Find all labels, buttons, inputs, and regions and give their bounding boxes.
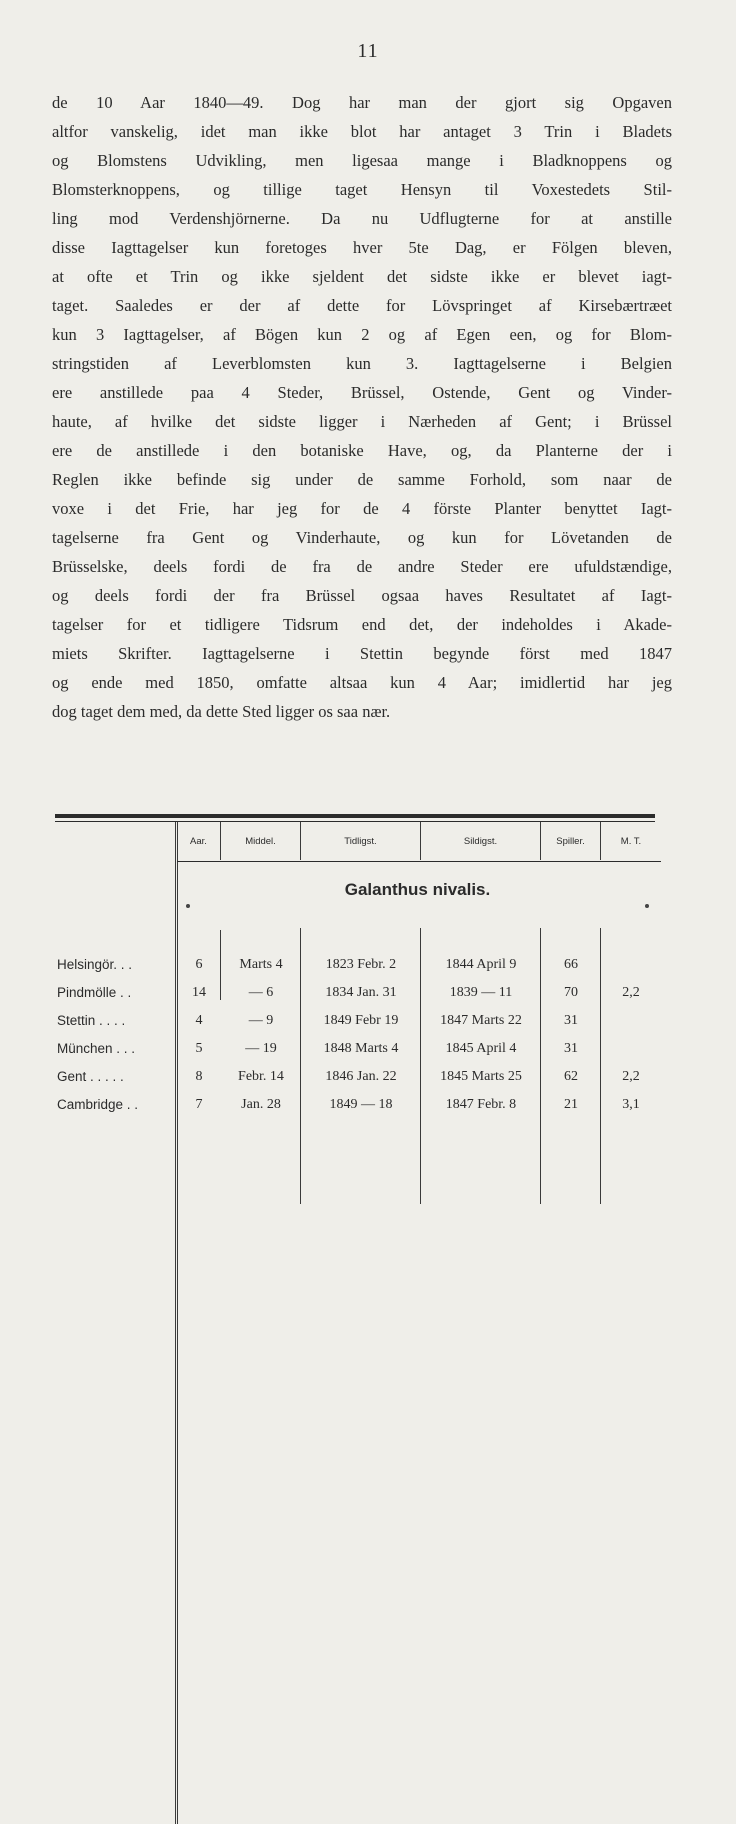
text-line: de 10 Aar 1840—49. Dog har man der gjort sig Opgaven — [52, 93, 672, 112]
cell-city: München . . . — [57, 1041, 136, 1056]
cell-middel: — 9 — [248, 1013, 274, 1028]
text-line: tagelserne fra Gent og Vinderhaute, og kun for Lövetanden de — [52, 528, 672, 547]
table-row — [0, 1035, 736, 1063]
cell-sildigst: 1844 April 9 — [445, 957, 517, 972]
cell-middel: Jan. 28 — [241, 1097, 281, 1112]
cell-aar: 14 — [192, 985, 206, 1000]
cell-tidligst: 1834 Jan. 31 — [325, 985, 397, 1000]
cell-spiller: 70 — [564, 985, 578, 1000]
cell-tidligst: 1849 Febr 19 — [323, 1013, 399, 1028]
cell-mt: 2,2 — [622, 1069, 640, 1084]
header-mt: M. T. — [620, 836, 642, 847]
table-top-rule — [55, 814, 655, 818]
cell-sildigst: 1845 April 4 — [445, 1041, 517, 1056]
cell-mt — [602, 951, 660, 979]
text-line: og ende med 1850, omfatte altsaa kun 4 Aar; imidlertid har jeg — [52, 673, 672, 692]
cell-mt — [602, 1007, 660, 1035]
text-line: dog taget dem med, da dette Sted ligger os saa nær. — [52, 702, 391, 721]
cell-aar: 5 — [195, 1041, 203, 1056]
cell-tidligst: 1846 Jan. 22 — [325, 1069, 397, 1084]
species-heading: Galanthus nivalis. — [344, 880, 491, 899]
text-line: og Blomstens Udvikling, men ligesaa mange i Bladknoppens og — [52, 151, 672, 170]
cell-spiller: 21 — [564, 1097, 578, 1112]
table-row — [0, 1063, 736, 1091]
header-tidligst: Tidligst. — [344, 836, 377, 847]
text-line: Brüsselske, deels fordi de fra de andre Steder ere ufuldstændige, — [52, 557, 672, 576]
text-line: altfor vanskelig, idet man ikke blot har antaget 3 Trin i Bladets — [52, 122, 672, 141]
text-line: disse Iagttagelser kun foretoges hver 5te Dag, er Fölgen bleven, — [52, 238, 672, 257]
cell-tidligst: 1849 — 18 — [329, 1097, 393, 1112]
cell-spiller: 31 — [564, 1013, 578, 1028]
cell-sildigst: 1847 Marts 22 — [440, 1013, 522, 1028]
ink-speck — [645, 904, 649, 908]
page-number: 11 — [357, 40, 379, 62]
table-row — [0, 979, 736, 1007]
cell-city: Pindmölle . . — [57, 985, 132, 1000]
cell-city: Stettin . . . . — [57, 1013, 126, 1028]
ink-speck — [186, 904, 190, 908]
cell-spiller: 62 — [564, 1069, 578, 1084]
header-middel: Middel. — [245, 836, 276, 847]
text-line: haute, af hvilke det sidste ligger i Nærheden af Gent; i Brüssel — [52, 412, 672, 431]
cell-city: Gent . . . . . — [57, 1069, 124, 1084]
header-spiller: Spiller. — [556, 836, 585, 847]
cell-aar: 6 — [195, 957, 203, 972]
cell-sildigst: 1839 — 11 — [449, 985, 513, 1000]
text-line: miets Skrifter. Iagttagelserne i Stettin begynde först med 1847 — [52, 644, 672, 663]
cell-tidligst: 1823 Febr. 2 — [325, 957, 397, 972]
cell-city: Helsingör. . . — [57, 957, 133, 972]
cell-sildigst: 1847 Febr. 8 — [445, 1097, 517, 1112]
cell-mt: 2,2 — [622, 985, 640, 1000]
text-line: ling mod Verdenshjörnerne. Da nu Udflugterne for at anstille — [52, 209, 672, 228]
cell-mt — [602, 1035, 660, 1063]
text-line: ere anstillede paa 4 Steder, Brüssel, Ostende, Gent og Vinder- — [52, 383, 672, 402]
cell-spiller: 66 — [564, 957, 578, 972]
cell-aar: 8 — [195, 1069, 203, 1084]
table-row — [0, 951, 736, 979]
cell-mt: 3,1 — [622, 1097, 640, 1112]
body-paragraph — [52, 88, 672, 726]
cell-middel: Febr. 14 — [238, 1069, 284, 1084]
table-row — [0, 1091, 736, 1119]
text-line: taget. Saaledes er der af dette for Lövspringet af Kirsebærtræet — [52, 296, 672, 315]
cell-middel: — 19 — [245, 1041, 277, 1056]
text-line: at ofte et Trin og ikke sjeldent det sidste ikke er blevet iagt- — [52, 267, 672, 286]
text-line: og deels fordi der fra Brüssel ogsaa haves Resultatet af Iagt- — [52, 586, 672, 605]
cell-aar: 7 — [195, 1097, 203, 1112]
header-aar: Aar. — [190, 836, 207, 847]
text-line: ere de anstillede i den botaniske Have, og, da Planterne der i — [52, 441, 672, 460]
text-line: kun 3 Iagttagelser, af Bögen kun 2 og af Egen een, og for Blom- — [52, 325, 672, 344]
cell-city: Cambridge . . — [57, 1097, 139, 1112]
text-line: stringstiden af Leverblomsten kun 3. Iagttagelserne i Belgien — [52, 354, 672, 373]
header-sildigst: Sildigst. — [463, 836, 498, 847]
cell-tidligst: 1848 Marts 4 — [323, 1041, 399, 1056]
text-line: voxe i det Frie, har jeg for de 4 förste Planter benyttet Iagt- — [52, 499, 672, 518]
cell-spiller: 31 — [564, 1041, 578, 1056]
text-line: Blomsterknoppens, og tillige taget Hensyn til Voxestedets Stil- — [52, 180, 672, 199]
cell-aar: 4 — [195, 1013, 203, 1028]
table-row — [0, 1007, 736, 1035]
header-rule — [177, 861, 661, 862]
cell-middel: Marts 4 — [239, 957, 283, 972]
text-line: tagelser for et tidligere Tidsrum end det, der indeholdes i Akade- — [52, 615, 672, 634]
cell-sildigst: 1845 Marts 25 — [440, 1069, 522, 1084]
cell-middel: — 6 — [248, 985, 274, 1000]
text-line: Reglen ikke befinde sig under de samme Forhold, som naar de — [52, 470, 672, 489]
